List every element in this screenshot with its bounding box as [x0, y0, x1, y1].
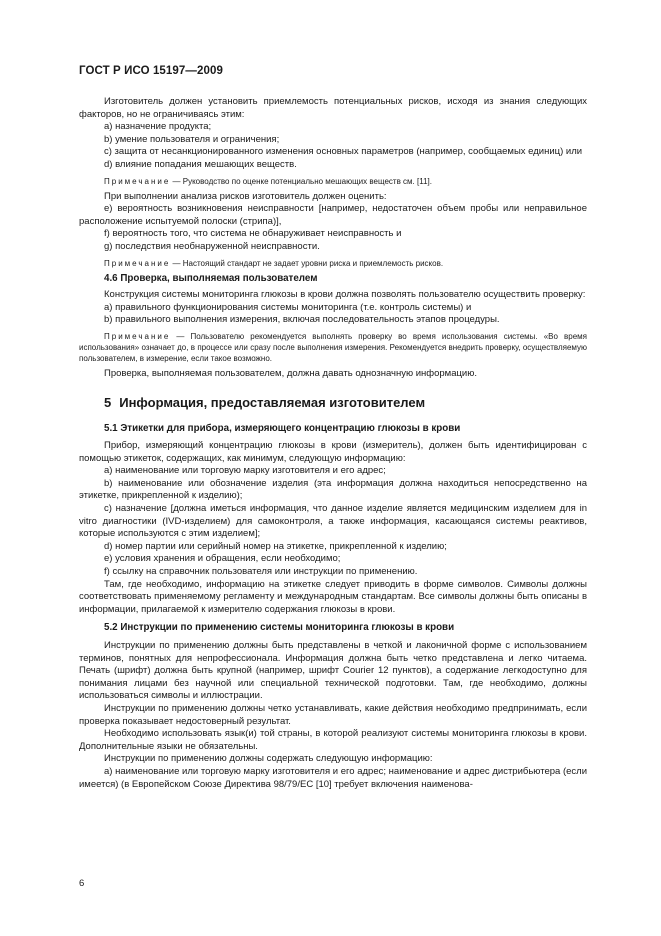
note-text: — Пользователю рекомендуется выполнять проверку во время использования системы. «Во время использования» означает до, в процессе или сразу после выполнения измерения. Рекомендуется внедрить проверку, осуществляемую пользователем, в измерение, если такое возможно.: [79, 331, 587, 363]
note: [79, 176, 587, 187]
paragraph: При выполнении анализа рисков изготовитель должен оценить:: [104, 190, 387, 202]
list-item: c) назначение [должна иметься информация, что данное изделие является медицинским изделием для in vitro диагностики (IVD-изделием) для самоконтроля, а также информация, касающаяся системы реактивов, которые используются с этим изделием];: [79, 503, 587, 540]
list-item: a) наименование или торговую марку изготовителя и его адрес; наименование и адрес дистрибьютера (если имеется) (в Европейском Союзе Директива 98/79/EC [10] требует включения наименова-: [79, 765, 587, 790]
section-heading-4-6: 4.6 Проверка, выполняемая пользователем: [104, 272, 318, 284]
list-item: b) наименование или обозначение изделия (эта информация должна находиться непосредственно на этикетке, прикрепленной к изделию);: [79, 477, 587, 502]
note-text: — Руководство по оценке потенциально мешающих веществ см. [11].: [170, 176, 432, 186]
note-prefix: Примечание: [104, 258, 171, 268]
section-title: Информация, предоставляемая изготовителем: [119, 394, 426, 410]
page-header: ГОСТ Р ИСО 15197—2009: [79, 65, 224, 77]
section-heading-5-1: 5.1 Этикетки для прибора, измеряющего концентрацию глюкозы в крови: [104, 422, 461, 434]
list-item: f) вероятность того, что система не обнаруживает неисправность и: [104, 228, 402, 240]
paragraph: Изготовитель должен установить приемлемость потенциальных рисков, исходя из знания следующих факторов, но не ограничиваясь этим:: [79, 96, 587, 120]
note-prefix: Примечание: [104, 331, 171, 341]
list-item: a) наименование или торговую марку изготовителя и его адрес;: [104, 465, 386, 477]
note-text: — Настоящий стандарт не задает уровни риска и приемлемость рисков.: [170, 258, 444, 268]
note: [79, 331, 587, 364]
note: [79, 258, 587, 269]
list-item: b) умение пользователя и ограничения;: [104, 133, 280, 145]
paragraph: Необходимо использовать язык(и) той страны, в которой реализуют системы мониторинга глюкозы в крови. Дополнительные языки не обязательны.: [79, 728, 587, 752]
list-item: a) назначение продукта;: [104, 121, 212, 133]
section-heading-5-2: 5.2 Инструкции по применению системы мониторинга глюкозы в крови: [104, 622, 455, 634]
paragraph: Конструкция системы мониторинга глюкозы в крови должна позволять пользователю осуществить проверку:: [104, 289, 586, 301]
list-item: d) влияние попадания мешающих веществ.: [104, 158, 297, 170]
paragraph: Инструкции по применению должны быть представлены в четкой и лаконичной форме с использованием терминов, понятных для непрофессионала. Информация должна быть четко представлена и легко читаема. Печать (шрифт) должна быть крупной (например, шрифт Courier 12 пунктов), а содержание легкодоступно для понимания лицами без научной или специальной технической подготовки. Там, где необходимо, должны использоваться символы и иллюстрации.: [79, 640, 587, 702]
list-item: b) правильного выполнения измерения, включая последовательность этапов процедуры.: [104, 314, 500, 326]
section-heading-5: [104, 395, 587, 411]
page-number: 6: [79, 878, 85, 889]
list-item: c) защита от несанкционированного изменения основных параметров (например, сообщаемых единиц) или: [104, 146, 583, 158]
list-item: d) номер партии или серийный номер на этикетке, прикрепленной к изделию;: [104, 540, 447, 552]
list-item: f) ссылку на справочник пользователя или инструкции по применению.: [104, 566, 418, 578]
list-item: a) правильного функционирования системы мониторинга (т.е. контроль системы) и: [104, 301, 472, 313]
section-number: 5: [104, 394, 112, 410]
paragraph: Прибор, измеряющий концентрацию глюкозы в крови (измеритель), должен быть идентифицирован с помощью этикеток, содержащих, как минимум, следующую информацию:: [79, 440, 587, 464]
note-prefix: Примечание: [104, 176, 171, 186]
paragraph: Там, где необходимо, информацию на этикетке следует приводить в форме символов. Символы должны соответствовать применяемому регламенту и международным стандартам. Все символы должны быть описаны в информации, прилагаемой к измерителю содержания глюкозы в крови.: [79, 578, 587, 615]
spacer: [79, 616, 587, 620]
list-item: e) вероятность возникновения неисправности [например, недостаточен объем пробы или неправильное расположение испытуемой полоски (стрипа)],: [79, 203, 587, 227]
list-item: e) условия хранения и обращения, если необходимо;: [104, 553, 341, 565]
page-content: [79, 96, 587, 791]
paragraph: Инструкции по применению должны четко устанавливать, какие действия необходимо предпринимать, если проверка показывает недостоверный результат.: [79, 702, 587, 727]
paragraph: Проверка, выполняемая пользователем, должна давать однозначную информацию.: [104, 367, 478, 379]
list-item: g) последствия необнаруженной неисправности.: [104, 240, 320, 252]
paragraph: Инструкции по применению должны содержать следующую информацию:: [104, 753, 433, 765]
